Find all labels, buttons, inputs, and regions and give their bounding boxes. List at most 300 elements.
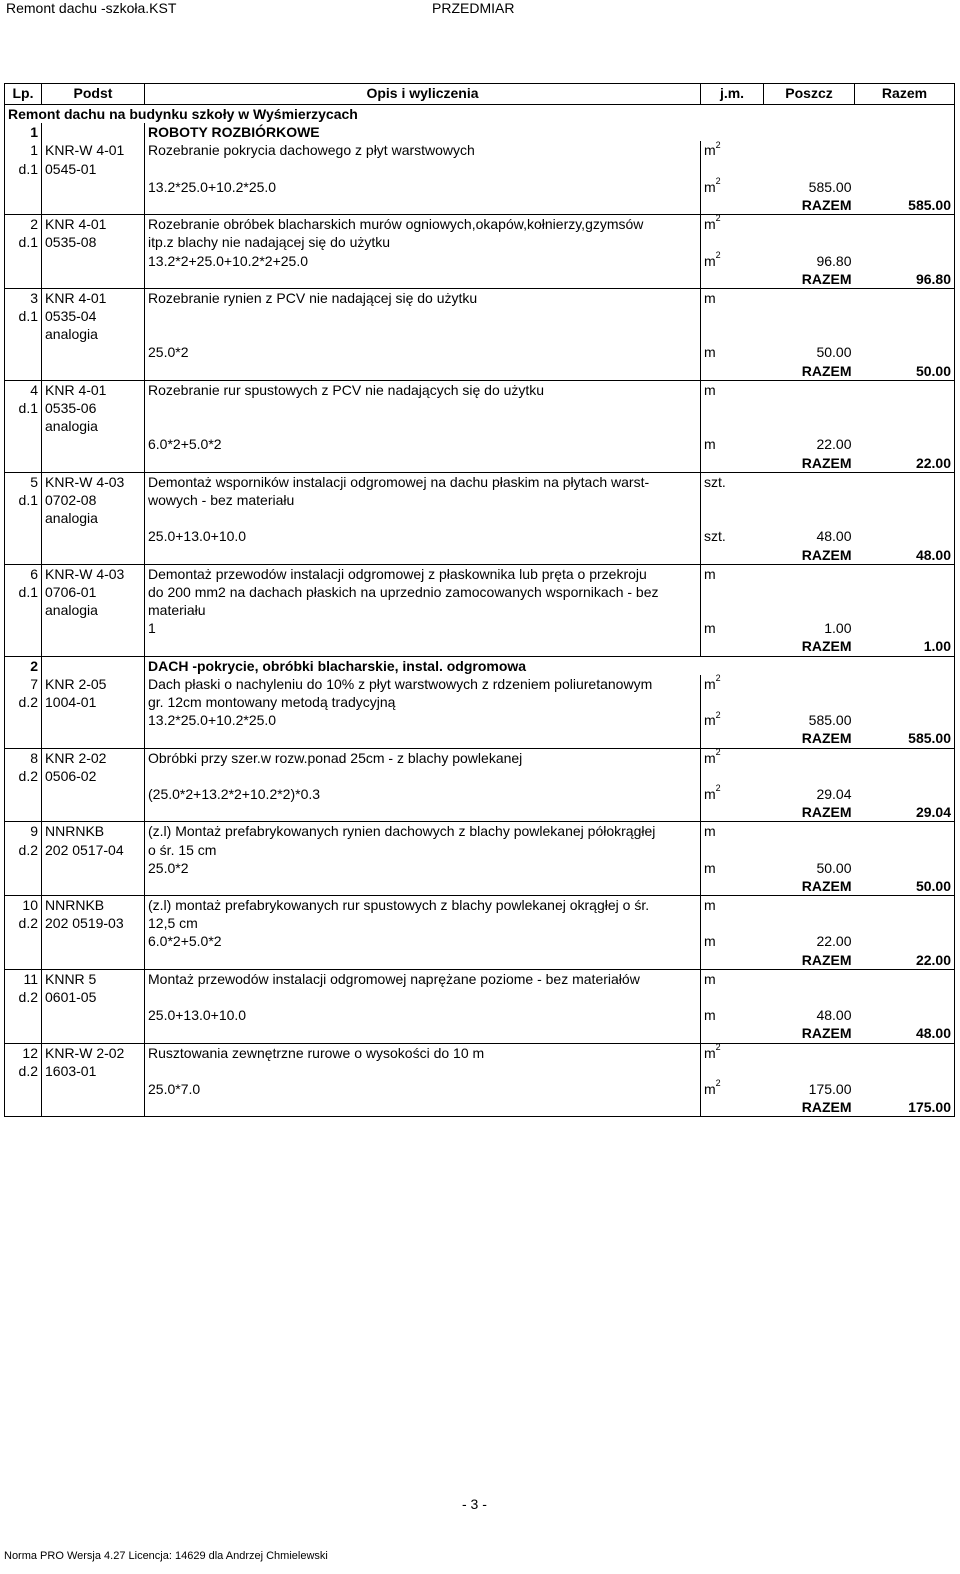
- item-description: materiału: [145, 601, 701, 619]
- razem-cell: [855, 767, 955, 785]
- jm-cell: [701, 693, 764, 711]
- opis-cell: [145, 1098, 701, 1117]
- razem-label: RAZEM: [764, 1024, 855, 1043]
- col-lp: Lp.: [5, 84, 42, 105]
- table-row: [5, 252, 955, 270]
- table-row: [5, 215, 955, 234]
- item-basis: 202 0519-03: [42, 914, 145, 932]
- poszcz-cell: [764, 693, 855, 711]
- unit-sup: 2: [715, 746, 721, 757]
- item-calculation: 25.0+13.0+10.0: [145, 527, 701, 545]
- poszcz-cell: [764, 767, 855, 785]
- razem-cell: [855, 711, 955, 729]
- poszcz-cell: [764, 1062, 855, 1080]
- table-row: [5, 583, 955, 601]
- razem-cell: [855, 601, 955, 619]
- item-calculation: 25.0*2: [145, 343, 701, 361]
- razem-cell: [855, 932, 955, 950]
- opis-cell: [145, 729, 701, 748]
- poszcz-cell: [764, 160, 855, 178]
- item-basis: KNR 4-01: [42, 215, 145, 234]
- calc-unit: [701, 527, 764, 545]
- podst-cell: [42, 527, 145, 545]
- item-basis: KNR-W 2-02: [42, 1043, 145, 1062]
- opis-cell: [145, 767, 701, 785]
- razem-cell: [855, 785, 955, 803]
- estimate-table: [4, 83, 955, 1117]
- poszcz-cell: [764, 380, 855, 399]
- opis-cell: [145, 546, 701, 565]
- item-description: Demontaż przewodów instalacji odgromowej z płaskownika lub pręta o przekroju: [145, 564, 701, 583]
- table-row: [5, 417, 955, 435]
- item-poszcz: 585.00: [808, 178, 852, 195]
- item-razem: 22.00: [855, 454, 955, 473]
- razem-cell: [855, 583, 955, 601]
- table-row: [5, 380, 955, 399]
- jm-cell: [701, 307, 764, 325]
- item-description: Rozebranie obróbek blacharskich murów ogniowych,okapów,kołnierzy,gzymsów: [145, 215, 701, 234]
- item-sub: d.2: [5, 988, 42, 1006]
- podst-cell: [42, 1024, 145, 1043]
- jm-cell: [701, 509, 764, 527]
- item-description: o śr. 15 cm: [145, 841, 701, 859]
- item-razem: 1.00: [855, 637, 955, 656]
- section-name: DACH -pokrycie, obróbki blacharskie, instal. odgromowa: [145, 656, 955, 675]
- item-basis: 0535-06: [42, 399, 145, 417]
- opis-cell: [145, 417, 701, 435]
- table-row: [5, 343, 955, 361]
- item-basis: analogia: [42, 509, 145, 527]
- item-sub: d.2: [5, 841, 42, 859]
- table-row: [5, 527, 955, 545]
- item-sub: d.1: [5, 583, 42, 601]
- table-row: [5, 785, 955, 803]
- item-description: Montaż przewodów instalacji odgromowej naprężane poziome - bez materiałów: [145, 969, 701, 988]
- opis-cell: [145, 877, 701, 896]
- table-row: [5, 1062, 955, 1080]
- table-row: [5, 951, 955, 970]
- jm-cell: [701, 914, 764, 932]
- poszcz-cell: [764, 675, 855, 693]
- calc-unit-text: szt.: [704, 528, 726, 545]
- unit-sup: 2: [715, 139, 721, 150]
- calc-unit: [701, 711, 764, 729]
- lp-cell: [5, 1080, 42, 1098]
- item-description: itp.z blachy nie nadającej się do użytku: [145, 233, 701, 251]
- calc-unit-sup: 2: [715, 249, 721, 260]
- item-poszcz: 22.00: [816, 933, 852, 950]
- item-razem: 585.00: [855, 729, 955, 748]
- item-unit: [701, 675, 764, 693]
- table-row: [5, 1043, 955, 1062]
- item-number: 7: [5, 675, 42, 693]
- calc-unit: [701, 249, 764, 270]
- unit-text: m: [704, 1044, 716, 1061]
- razem-cell: [855, 914, 955, 932]
- razem-cell: [855, 288, 955, 307]
- item-razem: 175.00: [855, 1098, 955, 1117]
- unit-text: m: [704, 675, 716, 692]
- jm-cell: [701, 583, 764, 601]
- item-razem: 29.04: [855, 803, 955, 822]
- calc-unit: [701, 178, 764, 196]
- item-sub: d.2: [5, 767, 42, 785]
- razem-cell: [855, 1006, 955, 1024]
- section-number: 2: [5, 656, 42, 675]
- poszcz-cell: [764, 288, 855, 307]
- table-row: [5, 841, 955, 859]
- lp-cell: [5, 729, 42, 748]
- poszcz-cell: [764, 399, 855, 417]
- item-basis: analogia: [42, 325, 145, 343]
- unit-sup: 2: [715, 213, 721, 224]
- item-basis: KNR-W 4-03: [42, 564, 145, 583]
- table-row: [5, 932, 955, 950]
- item-basis: 0545-01: [42, 160, 145, 178]
- item-number: 12: [5, 1043, 42, 1062]
- poszcz-cell: [764, 988, 855, 1006]
- item-calculation: 25.0+13.0+10.0: [145, 1006, 701, 1024]
- poszcz-cell: [764, 472, 855, 491]
- table-row: [5, 748, 955, 767]
- table-row: [5, 1024, 955, 1043]
- item-description: Obróbki przy szer.w rozw.ponad 25cm - z blachy powlekanej: [145, 748, 701, 767]
- opis-cell: [145, 196, 701, 215]
- jm-cell: [701, 233, 764, 251]
- table-row: [5, 141, 955, 159]
- item-basis: 1603-01: [42, 1062, 145, 1080]
- item-description: (z.l) montaż prefabrykowanych rur spustowych z blachy powlekanej okrągłej o śr.: [145, 896, 701, 915]
- table-row: [5, 270, 955, 289]
- lp-cell: [5, 435, 42, 453]
- razem-cell: [855, 859, 955, 877]
- calc-unit: [701, 785, 764, 803]
- table-row: [5, 619, 955, 637]
- lp-cell: [5, 951, 42, 970]
- table-row: [5, 1098, 955, 1117]
- item-number: 10: [5, 896, 42, 915]
- item-basis: 0601-05: [42, 988, 145, 1006]
- razem-cell: [855, 1043, 955, 1062]
- lp-cell: [5, 859, 42, 877]
- table-row: [5, 307, 955, 325]
- jm-cell: [701, 270, 764, 289]
- item-razem: 22.00: [855, 951, 955, 970]
- table-row: [5, 564, 955, 583]
- calc-unit: [701, 1080, 764, 1098]
- razem-cell: [855, 693, 955, 711]
- opis-cell: [145, 1024, 701, 1043]
- table-row: [5, 969, 955, 988]
- razem-label: RAZEM: [764, 546, 855, 565]
- table-row: [5, 767, 955, 785]
- razem-cell: [855, 491, 955, 509]
- lp-cell: [5, 252, 42, 270]
- item-calculation: 6.0*2+5.0*2: [145, 435, 701, 453]
- jm-cell: [701, 951, 764, 970]
- unit-text: m: [704, 565, 716, 582]
- table-row: [5, 729, 955, 748]
- poszcz-cell: [764, 325, 855, 343]
- razem-label: RAZEM: [764, 951, 855, 970]
- item-description: Rozebranie rur spustowych z PCV nie nadających się do użytku: [145, 380, 701, 399]
- table-row: [5, 435, 955, 453]
- table-row: [5, 160, 955, 178]
- table-row: [5, 509, 955, 527]
- lp-cell: [5, 509, 42, 527]
- item-number: 2: [5, 215, 42, 234]
- item-basis: KNR 2-02: [42, 748, 145, 767]
- col-razem: Razem: [855, 84, 955, 105]
- item-razem: 585.00: [855, 196, 955, 215]
- jm-cell: [701, 803, 764, 822]
- podst-cell: [42, 1098, 145, 1117]
- item-number: 4: [5, 380, 42, 399]
- item-sub: d.1: [5, 233, 42, 251]
- razem-cell: [855, 675, 955, 693]
- lp-cell: [5, 1098, 42, 1117]
- item-description: 12,5 cm: [145, 914, 701, 932]
- poszcz-cell: [764, 896, 855, 915]
- col-jm: j.m.: [701, 84, 764, 105]
- podst-cell: [42, 656, 145, 675]
- estimate-title: Remont dachu na budynku szkoły w Wyśmierzycach: [5, 105, 955, 124]
- item-basis: KNNR 5: [42, 969, 145, 988]
- calc-unit: [701, 932, 764, 950]
- section-name: ROBOTY ROZBIÓRKOWE: [145, 123, 955, 141]
- item-calculation: 25.0*7.0: [145, 1080, 701, 1098]
- razem-cell: [855, 841, 955, 859]
- table-row: [5, 325, 955, 343]
- item-sub: d.2: [5, 914, 42, 932]
- table-row: [5, 988, 955, 1006]
- poszcz-cell: [764, 509, 855, 527]
- lp-cell: [5, 785, 42, 803]
- poszcz-cell: [764, 841, 855, 859]
- podst-cell: [42, 951, 145, 970]
- jm-cell: [701, 1098, 764, 1117]
- item-unit: [701, 1043, 764, 1062]
- table-row: [5, 914, 955, 932]
- table-row: [5, 123, 955, 141]
- unit-text: m: [704, 142, 716, 159]
- table-row: [5, 288, 955, 307]
- opis-cell: [145, 988, 701, 1006]
- opis-cell: [145, 270, 701, 289]
- table-row: [5, 896, 955, 915]
- unit-text: m: [704, 897, 716, 914]
- opis-cell: [145, 399, 701, 417]
- document-title: Remont dachu -szkoła.KST: [6, 0, 177, 16]
- item-description: Demontaż wsporników instalacji odgromowej na dachu płaskim na płytach warst-: [145, 472, 701, 491]
- razem-cell: [855, 178, 955, 196]
- unit-text: m: [704, 216, 716, 233]
- item-sub: d.2: [5, 1062, 42, 1080]
- razem-cell: [855, 399, 955, 417]
- item-basis: 0535-08: [42, 233, 145, 251]
- calc-unit-text: m: [704, 785, 716, 802]
- unit-text: m: [704, 970, 716, 987]
- podst-cell: [42, 196, 145, 215]
- podst-cell: [42, 877, 145, 896]
- calc-unit: [701, 1006, 764, 1024]
- item-poszcz: 175.00: [808, 1080, 852, 1097]
- item-razem: 50.00: [855, 362, 955, 381]
- table-row: [5, 491, 955, 509]
- jm-cell: [701, 417, 764, 435]
- razem-cell: [855, 527, 955, 545]
- opis-cell: [145, 160, 701, 178]
- calc-unit-text: m: [704, 1007, 716, 1024]
- podst-cell: [42, 270, 145, 289]
- item-unit: [701, 141, 764, 159]
- razem-cell: [855, 380, 955, 399]
- razem-cell: [855, 325, 955, 343]
- section-number: 1: [5, 123, 42, 141]
- table-row: [5, 601, 955, 619]
- podst-cell: [42, 711, 145, 729]
- razem-cell: [855, 160, 955, 178]
- razem-cell: [855, 748, 955, 767]
- unit-sup: 2: [715, 673, 721, 684]
- item-poszcz: 29.04: [816, 785, 852, 802]
- item-basis: 0506-02: [42, 767, 145, 785]
- item-sub: d.2: [5, 693, 42, 711]
- calc-unit-text: m: [704, 859, 716, 876]
- item-basis: NNRNKB: [42, 822, 145, 841]
- poszcz-cell: [764, 215, 855, 234]
- jm-cell: [701, 399, 764, 417]
- item-basis: KNR-W 4-01: [42, 141, 145, 159]
- jm-cell: [701, 196, 764, 215]
- razem-label: RAZEM: [764, 637, 855, 656]
- unit-text: szt.: [704, 473, 726, 490]
- item-unit: [701, 896, 764, 915]
- item-poszcz: 585.00: [808, 712, 852, 729]
- item-basis: KNR 4-01: [42, 288, 145, 307]
- item-calculation: 25.0*2: [145, 859, 701, 877]
- razem-cell: [855, 509, 955, 527]
- item-calculation: 13.2*25.0+10.2*25.0: [145, 178, 701, 196]
- table-row: [5, 472, 955, 491]
- item-basis: KNR 2-05: [42, 675, 145, 693]
- unit-text: m: [704, 823, 716, 840]
- table-row: [5, 196, 955, 215]
- table-row: [5, 178, 955, 196]
- item-basis: NNRNKB: [42, 896, 145, 915]
- item-unit: [701, 822, 764, 841]
- razem-label: RAZEM: [764, 270, 855, 289]
- lp-cell: [5, 932, 42, 950]
- item-description: gr. 12cm montowany metodą tradycyjną: [145, 693, 701, 711]
- item-calculation: (25.0*2+13.2*2+10.2*2)*0.3: [145, 785, 701, 803]
- razem-label: RAZEM: [764, 877, 855, 896]
- razem-cell: [855, 1062, 955, 1080]
- podst-cell: [42, 435, 145, 453]
- item-description: (z.l) Montaż prefabrykowanych rynien dachowych z blachy powlekanej półokrągłej: [145, 822, 701, 841]
- podst-cell: [42, 859, 145, 877]
- calc-unit-sup: 2: [715, 709, 721, 720]
- unit-text: m: [704, 381, 716, 398]
- razem-cell: [855, 1080, 955, 1098]
- item-poszcz: 48.00: [816, 528, 852, 545]
- lp-cell: [5, 196, 42, 215]
- item-sub: d.1: [5, 160, 42, 178]
- item-basis: 1004-01: [42, 693, 145, 711]
- item-calculation: 13.2*25.0+10.2*25.0: [145, 711, 701, 729]
- podst-cell: [42, 1006, 145, 1024]
- lp-cell: [5, 362, 42, 381]
- calc-unit: [701, 343, 764, 361]
- table-row: [5, 877, 955, 896]
- item-number: 3: [5, 288, 42, 307]
- opis-cell: [145, 325, 701, 343]
- calc-unit-sup: 2: [715, 783, 721, 794]
- item-basis: KNR 4-01: [42, 380, 145, 399]
- item-poszcz: 1.00: [824, 620, 852, 637]
- razem-cell: [855, 564, 955, 583]
- razem-cell: [855, 435, 955, 453]
- item-basis: 0702-08: [42, 491, 145, 509]
- item-poszcz: 22.00: [816, 436, 852, 453]
- col-opis: Opis i wyliczenia: [145, 84, 701, 105]
- razem-cell: [855, 619, 955, 637]
- calc-unit: [701, 859, 764, 877]
- lp-cell: [5, 343, 42, 361]
- item-number: 5: [5, 472, 42, 491]
- jm-cell: [701, 877, 764, 896]
- podst-cell: [42, 546, 145, 565]
- item-number: 6: [5, 564, 42, 583]
- item-basis: 0535-04: [42, 307, 145, 325]
- table-row: [5, 637, 955, 656]
- poszcz-cell: [764, 491, 855, 509]
- item-unit: [701, 564, 764, 583]
- table-row: [5, 693, 955, 711]
- calc-unit-text: m: [704, 436, 716, 453]
- item-basis: 0706-01: [42, 583, 145, 601]
- table-row: [5, 656, 955, 675]
- lp-cell: [5, 527, 42, 545]
- lp-cell: [5, 270, 42, 289]
- razem-cell: [855, 307, 955, 325]
- table-row: [5, 822, 955, 841]
- podst-cell: [42, 362, 145, 381]
- jm-cell: [701, 454, 764, 473]
- item-description: Rozebranie rynien z PCV nie nadającej się do użytku: [145, 288, 701, 307]
- opis-cell: [145, 637, 701, 656]
- lp-cell: [5, 803, 42, 822]
- calc-unit-text: m: [704, 1080, 716, 1097]
- podst-cell: [42, 619, 145, 637]
- lp-cell: [5, 637, 42, 656]
- unit-sup: 2: [715, 1041, 721, 1052]
- jm-cell: [701, 767, 764, 785]
- item-poszcz: 50.00: [816, 859, 852, 876]
- razem-label: RAZEM: [764, 729, 855, 748]
- item-sub: d.1: [5, 491, 42, 509]
- podst-cell: [42, 252, 145, 270]
- podst-cell: [42, 803, 145, 822]
- jm-cell: [701, 491, 764, 509]
- item-description: Rozebranie pokrycia dachowego z płyt warstwowych: [145, 141, 701, 159]
- jm-cell: [701, 1024, 764, 1043]
- jm-cell: [701, 637, 764, 656]
- calc-unit-sup: 2: [715, 1078, 721, 1089]
- razem-cell: [855, 822, 955, 841]
- opis-cell: [145, 1062, 701, 1080]
- razem-cell: [855, 141, 955, 159]
